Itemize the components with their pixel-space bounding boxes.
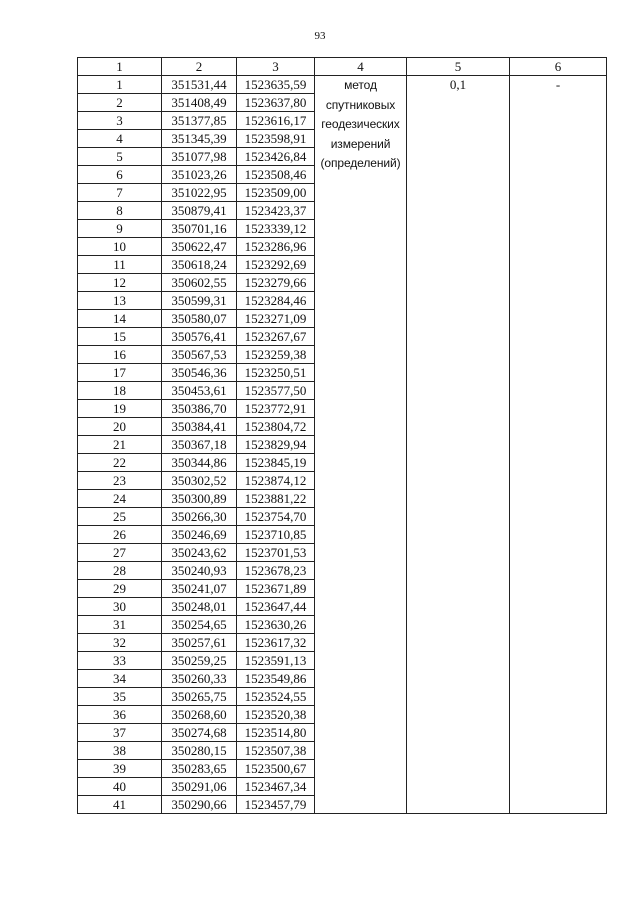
point-number-cell: 32	[78, 634, 162, 652]
y-coordinate-cell: 1523250,51	[237, 364, 315, 382]
y-coordinate-cell: 1523267,67	[237, 328, 315, 346]
x-coordinate-cell: 350268,60	[162, 706, 237, 724]
y-coordinate-cell: 1523701,53	[237, 544, 315, 562]
x-coordinate-cell: 350367,18	[162, 436, 237, 454]
y-coordinate-cell: 1523598,91	[237, 130, 315, 148]
x-coordinate-cell: 350259,25	[162, 652, 237, 670]
x-coordinate-cell: 351022,95	[162, 184, 237, 202]
y-coordinate-cell: 1523617,32	[237, 634, 315, 652]
point-number-cell: 9	[78, 220, 162, 238]
y-coordinate-cell: 1523524,55	[237, 688, 315, 706]
x-coordinate-cell: 350599,31	[162, 292, 237, 310]
point-number-cell: 35	[78, 688, 162, 706]
y-coordinate-cell: 1523845,19	[237, 454, 315, 472]
column-header-6: 6	[510, 58, 607, 76]
method-text-line: измерений	[330, 136, 391, 151]
x-coordinate-cell: 350257,61	[162, 634, 237, 652]
point-number-cell: 1	[78, 76, 162, 94]
y-coordinate-cell: 1523500,67	[237, 760, 315, 778]
y-coordinate-cell: 1523678,23	[237, 562, 315, 580]
point-number-cell: 8	[78, 202, 162, 220]
point-number-cell: 23	[78, 472, 162, 490]
x-coordinate-cell: 350241,07	[162, 580, 237, 598]
y-coordinate-cell: 1523520,38	[237, 706, 315, 724]
x-coordinate-cell: 351023,26	[162, 166, 237, 184]
y-coordinate-cell: 1523284,46	[237, 292, 315, 310]
x-coordinate-cell: 350602,55	[162, 274, 237, 292]
point-number-cell: 22	[78, 454, 162, 472]
point-number-cell: 39	[78, 760, 162, 778]
x-coordinate-cell: 350291,06	[162, 778, 237, 796]
y-coordinate-cell: 1523829,94	[237, 436, 315, 454]
y-coordinate-cell: 1523426,84	[237, 148, 315, 166]
y-coordinate-cell: 1523259,38	[237, 346, 315, 364]
method-text-line: метод	[344, 78, 377, 92]
x-coordinate-cell: 350266,30	[162, 508, 237, 526]
x-coordinate-cell: 351408,49	[162, 94, 237, 112]
table-header-row	[78, 58, 607, 76]
x-coordinate-cell: 350386,70	[162, 400, 237, 418]
y-coordinate-cell: 1523772,91	[237, 400, 315, 418]
x-coordinate-cell: 350344,86	[162, 454, 237, 472]
x-coordinate-cell: 351077,98	[162, 148, 237, 166]
point-number-cell: 20	[78, 418, 162, 436]
table-row	[78, 76, 607, 94]
x-coordinate-cell: 351531,44	[162, 76, 237, 94]
point-number-cell: 7	[78, 184, 162, 202]
y-coordinate-cell: 1523874,12	[237, 472, 315, 490]
x-coordinate-cell: 351345,39	[162, 130, 237, 148]
point-number-cell: 5	[78, 148, 162, 166]
x-coordinate-cell: 350622,47	[162, 238, 237, 256]
method-text-line: (определений)	[320, 156, 401, 170]
point-number-cell: 14	[78, 310, 162, 328]
point-number-cell: 24	[78, 490, 162, 508]
point-number-cell: 41	[78, 796, 162, 814]
point-number-cell: 18	[78, 382, 162, 400]
point-number-cell: 30	[78, 598, 162, 616]
y-coordinate-cell: 1523423,37	[237, 202, 315, 220]
point-number-cell: 10	[78, 238, 162, 256]
page-number: 93	[314, 30, 326, 42]
x-coordinate-cell: 350701,16	[162, 220, 237, 238]
method-cell	[315, 76, 407, 814]
point-number-cell: 27	[78, 544, 162, 562]
point-number-cell: 2	[78, 94, 162, 112]
x-coordinate-cell: 350302,52	[162, 472, 237, 490]
x-coordinate-cell: 350248,01	[162, 598, 237, 616]
point-number-cell: 21	[78, 436, 162, 454]
point-number-cell: 6	[78, 166, 162, 184]
method-text-line: спутниковых	[325, 97, 396, 112]
x-coordinate-cell: 350246,69	[162, 526, 237, 544]
y-coordinate-cell: 1523509,00	[237, 184, 315, 202]
method-text-line: геодезических	[321, 117, 400, 131]
x-coordinate-cell: 350384,41	[162, 418, 237, 436]
point-number-cell: 16	[78, 346, 162, 364]
point-number-cell: 13	[78, 292, 162, 310]
column6-value: -	[555, 77, 561, 92]
point-number-cell: 17	[78, 364, 162, 382]
accuracy-value: 0,1	[449, 77, 467, 92]
point-number-cell: 15	[78, 328, 162, 346]
y-coordinate-cell: 1523647,44	[237, 598, 315, 616]
x-coordinate-cell: 350453,61	[162, 382, 237, 400]
column-header-4: 4	[315, 58, 407, 76]
x-coordinate-cell: 350580,07	[162, 310, 237, 328]
point-number-cell: 29	[78, 580, 162, 598]
y-coordinate-cell: 1523507,38	[237, 742, 315, 760]
x-coordinate-cell: 350567,53	[162, 346, 237, 364]
x-coordinate-cell: 350240,93	[162, 562, 237, 580]
y-coordinate-cell: 1523457,79	[237, 796, 315, 814]
x-coordinate-cell: 350618,24	[162, 256, 237, 274]
y-coordinate-cell: 1523339,12	[237, 220, 315, 238]
x-coordinate-cell: 350243,62	[162, 544, 237, 562]
point-number-cell: 19	[78, 400, 162, 418]
y-coordinate-cell: 1523804,72	[237, 418, 315, 436]
point-number-cell: 31	[78, 616, 162, 634]
y-coordinate-cell: 1523279,66	[237, 274, 315, 292]
y-coordinate-cell: 1523754,70	[237, 508, 315, 526]
y-coordinate-cell: 1523635,59	[237, 76, 315, 94]
point-number-cell: 25	[78, 508, 162, 526]
x-coordinate-cell: 350546,36	[162, 364, 237, 382]
x-coordinate-cell: 350290,66	[162, 796, 237, 814]
point-number-cell: 33	[78, 652, 162, 670]
x-coordinate-cell: 350879,41	[162, 202, 237, 220]
y-coordinate-cell: 1523637,80	[237, 94, 315, 112]
x-coordinate-cell: 350280,15	[162, 742, 237, 760]
point-number-cell: 12	[78, 274, 162, 292]
point-number-cell: 37	[78, 724, 162, 742]
column-header-1: 1	[78, 58, 162, 76]
coordinates-table	[77, 57, 607, 814]
point-number-cell: 34	[78, 670, 162, 688]
point-number-cell: 38	[78, 742, 162, 760]
y-coordinate-cell: 1523292,69	[237, 256, 315, 274]
x-coordinate-cell: 350265,75	[162, 688, 237, 706]
y-coordinate-cell: 1523549,86	[237, 670, 315, 688]
x-coordinate-cell: 350274,68	[162, 724, 237, 742]
y-coordinate-cell: 1523591,13	[237, 652, 315, 670]
coordinates-table-body	[78, 58, 607, 814]
x-coordinate-cell: 350576,41	[162, 328, 237, 346]
point-number-cell: 4	[78, 130, 162, 148]
point-number-cell: 40	[78, 778, 162, 796]
y-coordinate-cell: 1523881,22	[237, 490, 315, 508]
x-coordinate-cell: 350254,65	[162, 616, 237, 634]
point-number-cell: 26	[78, 526, 162, 544]
point-number-cell: 11	[78, 256, 162, 274]
column6-cell	[510, 76, 607, 814]
accuracy-cell	[407, 76, 510, 814]
point-number-cell: 3	[78, 112, 162, 130]
y-coordinate-cell: 1523710,85	[237, 526, 315, 544]
y-coordinate-cell: 1523286,96	[237, 238, 315, 256]
point-number-cell: 36	[78, 706, 162, 724]
y-coordinate-cell: 1523616,17	[237, 112, 315, 130]
x-coordinate-cell: 350283,65	[162, 760, 237, 778]
x-coordinate-cell: 350300,89	[162, 490, 237, 508]
y-coordinate-cell: 1523508,46	[237, 166, 315, 184]
y-coordinate-cell: 1523467,34	[237, 778, 315, 796]
y-coordinate-cell: 1523514,80	[237, 724, 315, 742]
point-number-cell: 28	[78, 562, 162, 580]
y-coordinate-cell: 1523630,26	[237, 616, 315, 634]
x-coordinate-cell: 350260,33	[162, 670, 237, 688]
y-coordinate-cell: 1523671,89	[237, 580, 315, 598]
column-header-3: 3	[237, 58, 315, 76]
y-coordinate-cell: 1523271,09	[237, 310, 315, 328]
x-coordinate-cell: 351377,85	[162, 112, 237, 130]
y-coordinate-cell: 1523577,50	[237, 382, 315, 400]
column-header-5: 5	[407, 58, 510, 76]
column-header-2: 2	[162, 58, 237, 76]
